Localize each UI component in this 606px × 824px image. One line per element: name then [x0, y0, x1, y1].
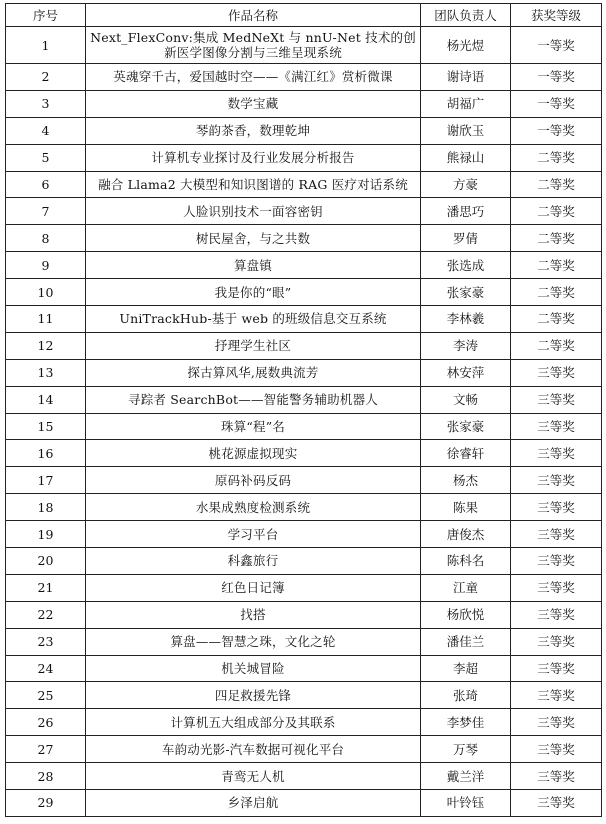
table-row — [6, 64, 602, 91]
row-award: 二等奖 — [511, 144, 602, 171]
table-row — [6, 386, 602, 413]
row-leader: 文畅 — [421, 386, 511, 413]
row-title: 数学宝藏 — [86, 90, 421, 117]
row-award: 三等奖 — [511, 467, 602, 494]
row-leader: 谢诗语 — [421, 64, 511, 91]
row-title: 红色日记簿 — [86, 574, 421, 601]
row-leader: 方豪 — [421, 171, 511, 198]
table-row — [6, 117, 602, 144]
table-row — [6, 494, 602, 521]
row-leader: 张家豪 — [421, 413, 511, 440]
table-row — [6, 171, 602, 198]
row-title: 树民屋舍，与之共数 — [86, 225, 421, 252]
row-number: 6 — [6, 171, 86, 198]
row-number: 15 — [6, 413, 86, 440]
header-award: 获奖等级 — [511, 4, 602, 27]
table-row — [6, 198, 602, 225]
row-title: 桃花源虚拟现实 — [86, 440, 421, 467]
table-body — [6, 27, 602, 817]
row-number: 18 — [6, 494, 86, 521]
row-number: 12 — [6, 332, 86, 359]
row-title: 青鸾无人机 — [86, 763, 421, 790]
table-row — [6, 736, 602, 763]
table-row — [6, 225, 602, 252]
row-title: 车韵动光影-汽车数据可视化平台 — [86, 736, 421, 763]
row-number: 19 — [6, 521, 86, 548]
row-award: 二等奖 — [511, 279, 602, 306]
table-row — [6, 90, 602, 117]
row-award: 三等奖 — [511, 574, 602, 601]
row-title: 寻踪者 SearchBot——智能警务辅助机器人 — [86, 386, 421, 413]
row-leader: 李涛 — [421, 332, 511, 359]
table-row — [6, 763, 602, 790]
row-title: 找搭 — [86, 601, 421, 628]
row-title: Next_FlexConv:集成 MedNeXt 与 nnU-Net 技术的创新医学图像分割与三维呈现系统 — [86, 27, 421, 64]
table-row — [6, 306, 602, 333]
row-number: 8 — [6, 225, 86, 252]
row-title: 计算机五大组成部分及其联系 — [86, 709, 421, 736]
row-number: 23 — [6, 628, 86, 655]
row-award: 二等奖 — [511, 171, 602, 198]
header-row — [6, 4, 602, 27]
row-title: 融合 Llama2 大模型和知识图谱的 RAG 医疗对话系统 — [86, 171, 421, 198]
row-title: 算盘镇 — [86, 252, 421, 279]
row-number: 16 — [6, 440, 86, 467]
table-row — [6, 655, 602, 682]
row-award: 一等奖 — [511, 90, 602, 117]
row-award: 三等奖 — [511, 682, 602, 709]
row-number: 13 — [6, 359, 86, 386]
row-number: 3 — [6, 90, 86, 117]
row-award: 二等奖 — [511, 198, 602, 225]
row-award: 一等奖 — [511, 64, 602, 91]
row-title: 机关城冒险 — [86, 655, 421, 682]
row-number: 14 — [6, 386, 86, 413]
row-title: 算盘——智慧之珠，文化之轮 — [86, 628, 421, 655]
row-leader: 潘佳兰 — [421, 628, 511, 655]
row-award: 三等奖 — [511, 494, 602, 521]
row-leader: 李梦佳 — [421, 709, 511, 736]
row-leader: 潘思巧 — [421, 198, 511, 225]
row-leader: 谢欣玉 — [421, 117, 511, 144]
row-number: 9 — [6, 252, 86, 279]
row-award: 三等奖 — [511, 386, 602, 413]
row-award: 二等奖 — [511, 332, 602, 359]
row-number: 27 — [6, 736, 86, 763]
row-leader: 江童 — [421, 574, 511, 601]
row-number: 26 — [6, 709, 86, 736]
row-award: 三等奖 — [511, 790, 602, 817]
row-title: 探古算风华,展数典流芳 — [86, 359, 421, 386]
row-number: 21 — [6, 574, 86, 601]
row-title: 英魂穿千古，爱国越时空——《满江红》赏析微课 — [86, 64, 421, 91]
row-title: 人脸识别技术一面容密钥 — [86, 198, 421, 225]
table-row — [6, 279, 602, 306]
row-leader: 李超 — [421, 655, 511, 682]
row-number: 20 — [6, 548, 86, 575]
row-title: 我是你的“眼” — [86, 279, 421, 306]
header-number: 序号 — [6, 4, 86, 27]
row-title: 学习平台 — [86, 521, 421, 548]
row-award: 二等奖 — [511, 306, 602, 333]
row-award: 二等奖 — [511, 252, 602, 279]
row-number: 11 — [6, 306, 86, 333]
awards-table — [5, 3, 602, 817]
row-number: 29 — [6, 790, 86, 817]
row-leader: 林安萍 — [421, 359, 511, 386]
row-title: 科鑫旅行 — [86, 548, 421, 575]
table-row — [6, 709, 602, 736]
row-leader: 罗倩 — [421, 225, 511, 252]
row-award: 一等奖 — [511, 27, 602, 64]
row-number: 1 — [6, 27, 86, 64]
row-leader: 徐睿轩 — [421, 440, 511, 467]
row-leader: 李林羲 — [421, 306, 511, 333]
row-title: 琴韵茶香，数理乾坤 — [86, 117, 421, 144]
row-title: 计算机专业探讨及行业发展分析报告 — [86, 144, 421, 171]
table-row — [6, 27, 602, 64]
row-leader: 戴兰洋 — [421, 763, 511, 790]
row-number: 5 — [6, 144, 86, 171]
row-award: 三等奖 — [511, 709, 602, 736]
row-leader: 熊禄山 — [421, 144, 511, 171]
row-title: 原码补码反码 — [86, 467, 421, 494]
row-number: 7 — [6, 198, 86, 225]
row-title: 乡泽启航 — [86, 790, 421, 817]
row-leader: 杨欣悦 — [421, 601, 511, 628]
row-leader: 叶铃钰 — [421, 790, 511, 817]
row-leader: 张选成 — [421, 252, 511, 279]
table-row — [6, 601, 602, 628]
row-leader: 杨光煜 — [421, 27, 511, 64]
table-row — [6, 790, 602, 817]
row-number: 17 — [6, 467, 86, 494]
table-row — [6, 359, 602, 386]
row-leader: 万琴 — [421, 736, 511, 763]
table-row — [6, 467, 602, 494]
row-award: 三等奖 — [511, 601, 602, 628]
row-award: 三等奖 — [511, 359, 602, 386]
row-award: 三等奖 — [511, 763, 602, 790]
table-row — [6, 682, 602, 709]
row-number: 25 — [6, 682, 86, 709]
row-award: 三等奖 — [511, 628, 602, 655]
row-title: 水果成熟度检测系统 — [86, 494, 421, 521]
row-award: 三等奖 — [511, 548, 602, 575]
row-leader: 张琦 — [421, 682, 511, 709]
table-row — [6, 548, 602, 575]
table-row — [6, 413, 602, 440]
table-header — [6, 4, 602, 27]
table-row — [6, 574, 602, 601]
row-award: 三等奖 — [511, 413, 602, 440]
row-award: 三等奖 — [511, 655, 602, 682]
row-leader: 胡福广 — [421, 90, 511, 117]
row-number: 22 — [6, 601, 86, 628]
table-row — [6, 252, 602, 279]
row-leader: 陈果 — [421, 494, 511, 521]
header-title: 作品名称 — [86, 4, 421, 27]
row-number: 28 — [6, 763, 86, 790]
row-title: UniTrackHub-基于 web 的班级信息交互系统 — [86, 306, 421, 333]
table-row — [6, 628, 602, 655]
table-row — [6, 440, 602, 467]
row-leader: 杨杰 — [421, 467, 511, 494]
header-leader: 团队负责人 — [421, 4, 511, 27]
row-award: 三等奖 — [511, 440, 602, 467]
table-row — [6, 332, 602, 359]
row-number: 4 — [6, 117, 86, 144]
row-award: 三等奖 — [511, 736, 602, 763]
row-leader: 陈科名 — [421, 548, 511, 575]
row-leader: 张家豪 — [421, 279, 511, 306]
table-row — [6, 144, 602, 171]
row-award: 一等奖 — [511, 117, 602, 144]
row-title: 抒理学生社区 — [86, 332, 421, 359]
row-number: 2 — [6, 64, 86, 91]
row-leader: 唐俊杰 — [421, 521, 511, 548]
row-title: 珠算“程”名 — [86, 413, 421, 440]
row-number: 24 — [6, 655, 86, 682]
row-number: 10 — [6, 279, 86, 306]
row-award: 三等奖 — [511, 521, 602, 548]
row-award: 二等奖 — [511, 225, 602, 252]
table-row — [6, 521, 602, 548]
row-title: 四足救援先锋 — [86, 682, 421, 709]
